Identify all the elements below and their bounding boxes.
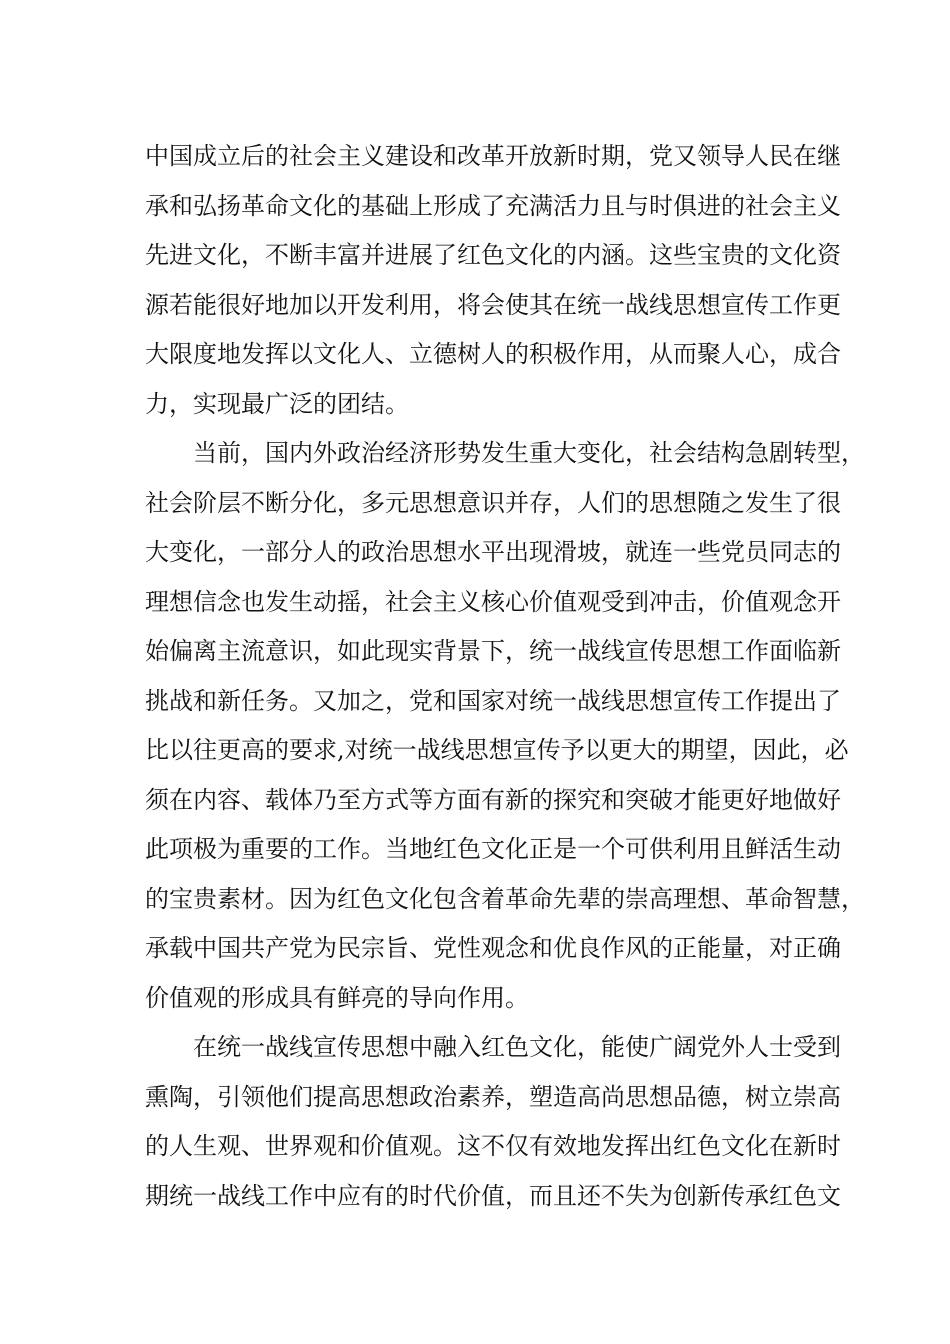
text-line: 熏陶，引领他们提高思想政治素养，塑造高尚思想品德，树立崇高 [145, 1082, 841, 1111]
text-line: 先进文化，不断丰富并进展了红色文化的内涵。这些宝贵的文化资 [145, 241, 841, 269]
paragraph-3 [145, 1023, 841, 1221]
text-line: 大变化，一部分人的政治思想水平出现滑坡，就连一些党员同志的 [145, 538, 841, 566]
text-line: 期统一战线工作中应有的时代价值，而且还不失为创新传承红色文 [145, 1181, 841, 1210]
text-line: 须在内容、载体乃至方式等方面有新的探究和突破才能更好地做好 [145, 785, 841, 814]
text-line: 社会阶层不断分化，多元思想意识并存，人们的思想随之发生了很 [145, 488, 841, 517]
paragraph-1 [145, 132, 841, 429]
text-line: 力，实现最广泛的团结。 [145, 389, 409, 418]
paragraph-2 [145, 429, 865, 1023]
body-text [145, 132, 865, 1221]
text-line: 源若能很好地加以开发利用，将会使其在统一战线思想宣传工作更 [145, 290, 841, 319]
text-line: 始偏离主流意识，如此现实背景下，统一战线宣传思想工作面临新 [145, 637, 841, 665]
text-line: 理想信念也发生动摇，社会主义核心价值观受到冲击，价值观念开 [145, 587, 841, 616]
text-line: 挑战和新任务。又加之，党和国家对统一战线思想宣传工作提出了 [145, 686, 841, 715]
text-line: 此项极为重要的工作。当地红色文化正是一个可供利用且鲜活生动 [145, 835, 841, 863]
text-line: 当前，国内外政治经济形势发生重大变化，社会结构急剧转型， [193, 439, 865, 467]
text-line: 比以往更高的要求,对统一战线思想宣传予以更大的期望，因此，必 [145, 736, 849, 764]
text-line: 的人生观、世界观和价值观。这不仅有效地发挥出红色文化在新时 [145, 1132, 841, 1160]
text-line: 中国成立后的社会主义建设和改革开放新时期，党又领导人民在继 [145, 142, 841, 170]
text-line: 承载中国共产党为民宗旨、党性观念和优良作风的正能量，对正确 [145, 934, 841, 962]
text-line: 的宝贵素材。因为红色文化包含着革命先辈的崇高理想、革命智慧， [145, 884, 865, 913]
text-line: 在统一战线宣传思想中融入红色文化，能使广阔党外人士受到 [193, 1033, 841, 1061]
text-line: 价值观的形成具有鲜亮的导向作用。 [145, 983, 529, 1012]
text-line: 承和弘扬革命文化的基础上形成了充满活力且与时俱进的社会主义 [145, 191, 841, 220]
text-line: 大限度地发挥以文化人、立德树人的积极作用，从而聚人心，成合 [145, 340, 841, 368]
